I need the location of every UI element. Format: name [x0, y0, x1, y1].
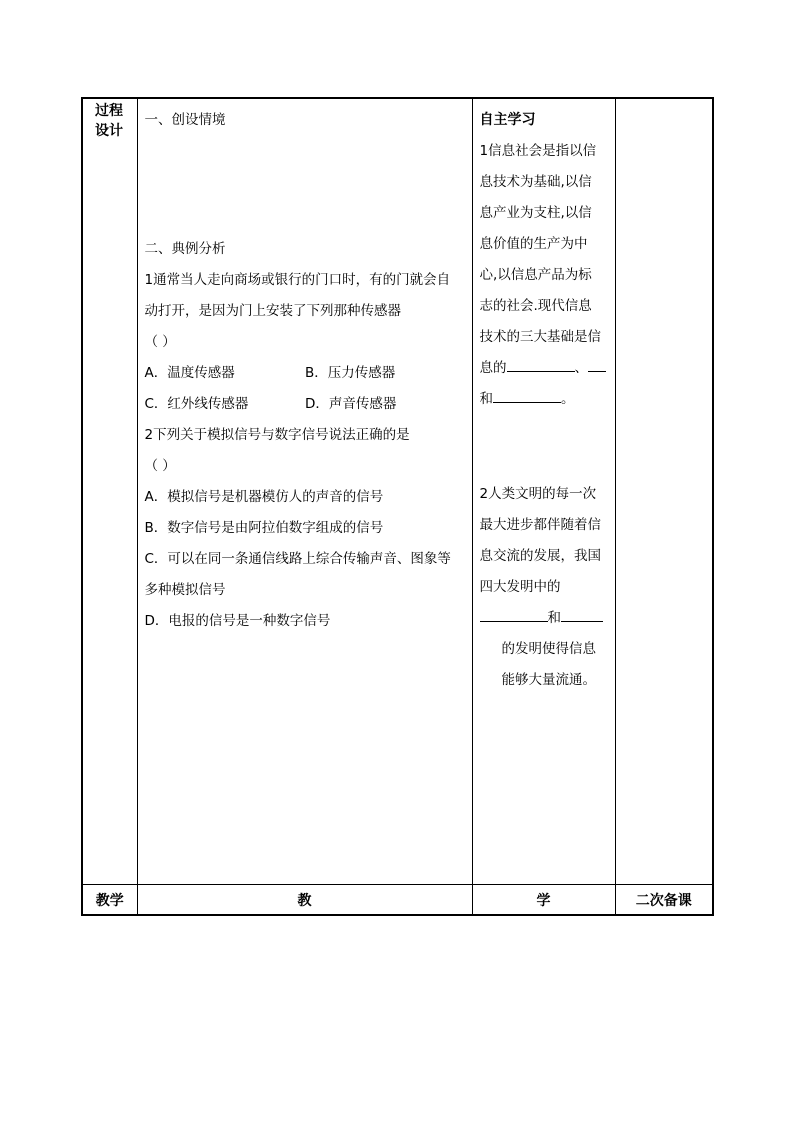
question1-option-a: A．温度传感器 [144, 365, 235, 381]
p2-line3: 息交流的发展，我国 [479, 548, 601, 564]
section-heading-1: 一、创设情境 [144, 112, 226, 128]
question1-line1: 1通常当人走向商场或银行的门口时，有的门就会自 [144, 272, 451, 288]
question1-option-b: B．压力传感器 [305, 365, 396, 381]
footer-col2: 教 [137, 885, 472, 916]
side-label [83, 99, 137, 141]
question1-paren: （ ） [144, 334, 176, 350]
question2-line1: 2下列关于模拟信号与数字信号说法正确的是 [144, 427, 410, 443]
p2-line1: 2人类文明的每一次 [479, 486, 597, 502]
question1-line2: 动打开，是因为门上安装了下列那种传感器 [144, 303, 401, 319]
p1-line1: 1信息社会是指以信 [479, 143, 597, 159]
fill-blank-3 [493, 386, 561, 403]
side-label-line2: 设计 [95, 123, 123, 139]
self-study-cell [472, 98, 615, 885]
p1-line7: 技术的三大基础是信 [479, 329, 601, 345]
question1-option-d: D．声音传感器 [305, 396, 397, 412]
question2-option-c-line2: 多种模拟信号 [144, 582, 226, 598]
side-label-line1: 过程 [95, 103, 123, 119]
question1-options-cd [145, 389, 466, 420]
question1-option-c: C．红外线传感器 [144, 396, 249, 412]
teaching-content [138, 99, 472, 637]
footer-row [82, 885, 713, 916]
footer-col3: 学 [472, 885, 615, 916]
p1-line8 [480, 353, 611, 384]
p1-line8-b: 、 [574, 360, 588, 376]
p1-line9-b: 。 [561, 391, 575, 407]
question2-option-b: B．数字信号是由阿拉伯数字组成的信号 [144, 520, 384, 536]
section-heading-2: 二、典例分析 [144, 241, 226, 257]
p1-line9 [480, 384, 611, 415]
second-prep-cell [615, 98, 713, 885]
p1-line6: 志的社会.现代信息 [479, 298, 592, 314]
fill-blank-2 [588, 355, 606, 372]
p2-line5 [480, 603, 611, 634]
p2-line2: 最大进步都伴随着信 [479, 517, 601, 533]
lesson-plan-table [81, 97, 714, 916]
footer-col1: 教学 [82, 885, 137, 916]
question2-paren: （ ） [144, 458, 176, 474]
question2-option-d: D．电报的信号是一种数字信号 [144, 613, 331, 629]
self-study-title: 自主学习 [479, 112, 536, 128]
question2-option-a: A．模拟信号是机器模仿人的声音的信号 [144, 489, 384, 505]
p1-line3: 息产业为支柱,以信 [479, 205, 592, 221]
p1-line4: 息价值的生产为中 [479, 236, 588, 252]
question1-options-ab [145, 358, 466, 389]
fill-blank-4 [480, 605, 548, 622]
p2-line5-and: 和 [547, 610, 561, 626]
side-label-cell [82, 98, 137, 885]
fill-blank-5 [561, 605, 603, 622]
p2-line7: 能够大量流通。 [501, 672, 596, 688]
p1-line2: 息技术为基础,以信 [479, 174, 592, 190]
p2-line6: 的发明使得信息 [501, 641, 596, 657]
self-study-content [473, 99, 615, 696]
p1-line9-a: 和 [479, 391, 493, 407]
question2-option-c-line1: C．可以在同一条通信线路上综合传输声音、图象等 [144, 551, 451, 567]
process-design-row [82, 98, 713, 885]
teaching-cell [137, 98, 472, 885]
p2-line4: 四大发明中的 [479, 579, 561, 595]
fill-blank-1 [507, 355, 575, 372]
p1-line8-a: 息的 [479, 360, 507, 376]
footer-col4: 二次备课 [615, 885, 713, 916]
p1-line5: 心,以信息产品为标 [479, 267, 592, 283]
